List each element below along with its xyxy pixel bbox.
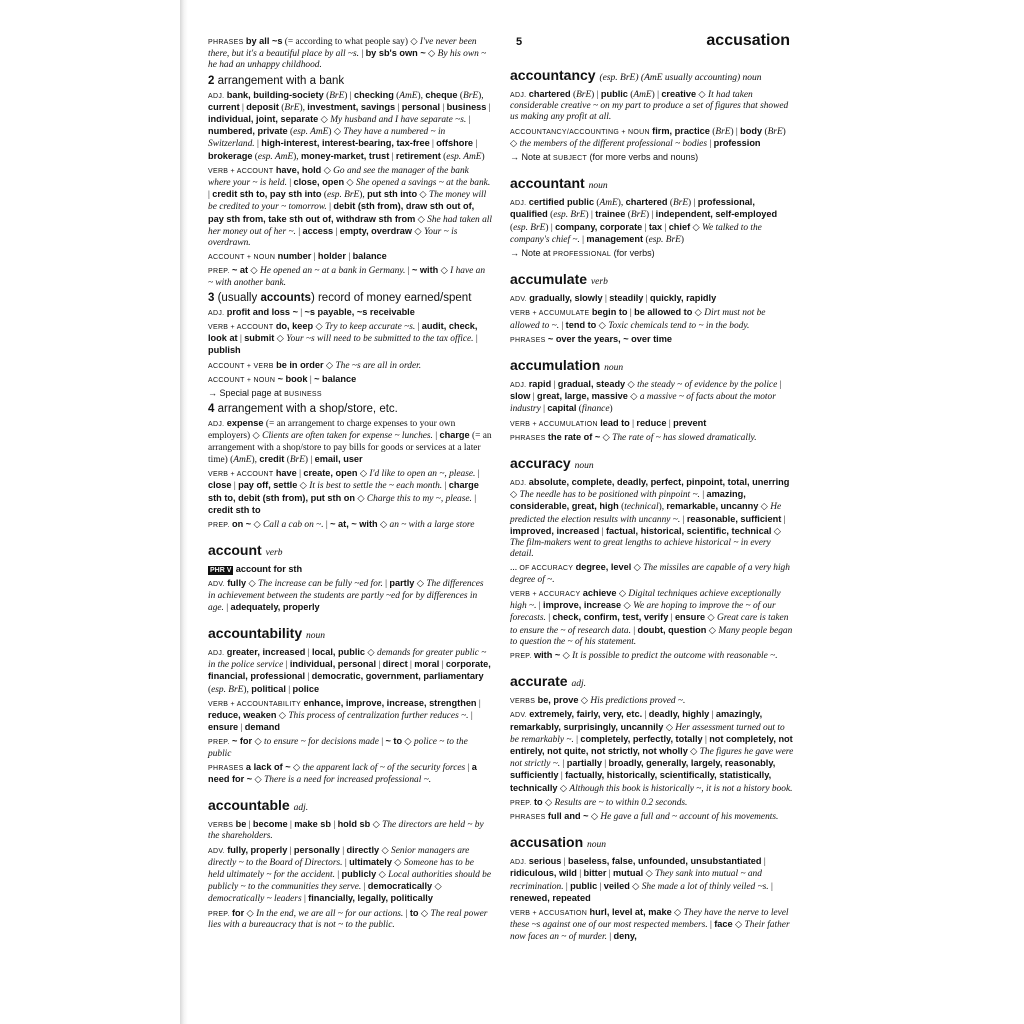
entry-paragraph: VERBS be, prove ◇ His predictions proved ~. xyxy=(510,695,686,707)
headword-accumulate xyxy=(510,272,794,290)
entry-paragraph: PHRASES a lack of ~ ◇ the apparent lack of ~ of the security forces | a need for ~ ◇ There is a need for increased professional ~. xyxy=(208,761,477,785)
entry-paragraph: PHRASES the rate of ~ ◇ The rate of ~ has slowed dramatically. xyxy=(510,431,757,443)
headword-text: accountability xyxy=(208,624,303,641)
headword-text: accuracy xyxy=(510,455,571,472)
headword-accountancy xyxy=(510,68,794,86)
headword-text: accountable xyxy=(208,797,290,814)
part-of-speech: noun xyxy=(588,181,608,192)
entry-paragraph: VERBS be | become | make sb | hold sb ◇ The directors are held ~ by the shareholders. xyxy=(208,819,484,842)
entry-paragraph: PHRASES ~ over the years, ~ over time xyxy=(510,333,673,344)
headword-text: accountant xyxy=(510,175,585,192)
entry-paragraph: PREP. ~ at ◇ He opened an ~ at a bank in Germany. | ~ with ◇ I have an ~ with another bank. xyxy=(208,265,486,288)
entry-paragraph: VERB + ACCUMULATE begin to | be allowed to ◇ Dirt must not be allowed to ~. | tend to ◇ Toxic chemicals tend to ~ in the body. xyxy=(510,307,766,331)
page-gutter-shadow xyxy=(180,0,188,1024)
part-of-speech: adj. xyxy=(571,679,586,690)
entry-paragraph: ADV. fully, properly | personally | directly ◇ Senior managers are directly ~ to the Board of Directors. | ultimately ◇ Someone has to be held ultimately ~ for the accident. | publicly ◇ Local authorities should be publicly ~ to the communities they serve. | democratically ◇ democratically ~ leaders | financially, legally, politically xyxy=(208,844,491,905)
entry-paragraph: ACCOUNT + VERB be in order ◇ The ~s are all in order. xyxy=(208,359,422,371)
headword-text: accusation xyxy=(510,834,584,851)
part-of-speech: noun xyxy=(587,840,607,851)
headword-accurate xyxy=(510,674,794,692)
part-of-speech: verb xyxy=(590,277,608,288)
headword-text: account xyxy=(208,542,262,559)
entry-paragraph: VERB + ACCOUNT do, keep ◇ Try to keep accurate ~s. | audit, check, look at | submit ◇ Your ~s will need to be submitted to the tax office. | publish xyxy=(208,321,478,356)
entry-paragraph: VERB + ACCOUNT have | create, open ◇ I'd like to open an ~, please. | close | pay off, settle ◇ It is best to settle the ~ each month. | charge sth to, debit (sth from), put sth on ◇ Charge this to my ~, please. | credit sth to xyxy=(208,468,480,515)
part-of-speech: verb xyxy=(265,548,283,559)
headword-accumulation xyxy=(510,358,794,376)
entry-paragraph: → Note at SUBJECT (for more verbs and nouns) xyxy=(510,152,699,163)
headword-accountability xyxy=(208,626,492,644)
headword-accountant xyxy=(510,176,794,194)
sense-heading: 3 (usually accounts) record of money earned/spent xyxy=(208,291,472,304)
entry-paragraph: → Special page at BUSINESS xyxy=(208,388,322,399)
entry-paragraph: ADJ. bank, building-society (BrE) | checking (AmE), cheque (BrE), current | deposit (BrE), investment, savings | personal | business | individual, joint, separate ◇ My husband and I have separate ~s. | numbered, private (esp. AmE) ◇ They have a numbered ~ in Switzerland. | high-interest, interest-bearing, tax-free | offshore | brokerage (esp. AmE), money-market, trust | retirement (esp. AmE) xyxy=(208,89,491,162)
part-of-speech: adj. xyxy=(293,803,309,814)
running-head: accusation xyxy=(706,32,790,49)
headword-account xyxy=(208,543,492,561)
entry-paragraph: PREP. on ~ ◇ Call a cab on ~. | ~ at, ~ with ◇ an ~ with a large store xyxy=(208,518,475,530)
entry-paragraph: VERB + ACCOUNTABILITY enhance, improve, increase, strengthen | reduce, weaken ◇ This process of centralization further reduces ~. | ensure | demand xyxy=(208,697,481,734)
entry-paragraph: PHRASES full and ~ ◇ He gave a full and ~ account of his movements. xyxy=(510,810,779,822)
entry-paragraph: PHRASES by all ~s (= according to what people say) ◇ I've never been there, but it's a beautiful place by all ~s. | by sb's own ~ ◇ By his own ~ he had an unhappy childhood. xyxy=(208,36,487,71)
entry-paragraph: ACCOUNT + NOUN ~ book | ~ balance xyxy=(208,373,357,385)
entry-paragraph: ADJ. rapid | gradual, steady ◇ the steady ~ of evidence by the police | slow | great, large, massive ◇ a massive ~ of facts about the motor industry | capital (finance) xyxy=(510,379,782,415)
entry-paragraph: ADV. gradually, slowly | steadily | quickly, rapidly xyxy=(510,293,717,305)
entry-paragraph: ADJ. chartered (BrE) | public (AmE) | creative ◇ It had taken considerable creative ~ on my part to produce a set of figures that showed us making any profit at all. xyxy=(510,89,789,123)
left-column xyxy=(208,36,492,933)
entry-paragraph: PREP. for ◇ In the end, we are all ~ for our actions. | to ◇ The real power lies with a bureaucracy that is not ~ to the public. xyxy=(208,907,488,930)
headword-text: accumulate xyxy=(510,271,588,288)
entry-paragraph: → Note at PROFESSIONAL (for verbs) xyxy=(510,248,655,259)
dictionary-page xyxy=(196,24,816,1000)
headword-accountable xyxy=(208,798,492,816)
entry-paragraph: VERB + ACCUMULATION lead to | reduce | prevent xyxy=(510,417,707,429)
part-of-speech: noun xyxy=(574,461,594,472)
part-of-speech: (esp. BrE) (AmE usually accounting) noun xyxy=(599,73,762,83)
headword-text: accumulation xyxy=(510,357,601,374)
page-number: 5 xyxy=(516,36,523,48)
entry-paragraph: ADJ. serious | baseless, false, unfounded, unsubstantiated | ridiculous, wild | bitter | mutual ◇ They sank into mutual ~ and recrimination. | public | veiled ◇ She made a lot of thinly veiled ~s. | renewed, repeated xyxy=(510,856,773,903)
entry-paragraph: VERB + ACCUSATION hurl, level at, make ◇ They have the nerve to level these ~s against one of our most respected members. | face ◇ Their father now faces an ~ of murder. | deny, xyxy=(510,906,790,943)
entry-paragraph: VERB + ACCURACY achieve ◇ Digital techniques achieve exceptionally high ~. | improve, increase ◇ We are hoping to improve the ~ of our forecasts. | check, confirm, test, verify | ensure ◇ Great care is taken to ensure the ~ of research data. | doubt, question ◇ Many people began to question the ~ of his statement. xyxy=(510,587,793,647)
entry-paragraph: ADJ. greater, increased | local, public ◇ demands for greater public ~ in the police service | individual, personal | direct | moral | corporate, financial, professional | democratic, government, parliamentary (esp. BrE), political | police xyxy=(208,646,491,695)
entry-paragraph: PHR V account for sth xyxy=(210,564,303,575)
sense-heading: 4 arrangement with a shop/store, etc. xyxy=(208,403,398,416)
headword-accuracy xyxy=(510,456,794,474)
entry-paragraph: PREP. with ~ ◇ It is possible to predict the outcome with reasonable ~. xyxy=(510,649,778,661)
part-of-speech: noun xyxy=(604,363,624,374)
entry-paragraph: ADV. fully ◇ The increase can be fully ~ed for. | partly ◇ The differences in achievement between the students are partly ~ed for by differences in age. | adequately, properly xyxy=(208,578,484,613)
entry-paragraph: PREP. ~ for ◇ to ensure ~ for decisions made | ~ to ◇ police ~ to the public xyxy=(208,736,468,759)
entry-paragraph: ACCOUNT + NOUN number | holder | balance xyxy=(208,251,387,263)
entry-paragraph: ADJ. certified public (AmE), chartered (BrE) | professional, qualified (esp. BrE) | trainee (BrE) | independent, self-employed (esp. BrE) | company, corporate | tax | chief ◇ We talked to the company's chief ~. | management (esp. BrE) xyxy=(510,197,778,245)
sense-heading: 2 arrangement with a bank xyxy=(208,74,345,87)
entry-paragraph: ACCOUNTANCY/ACCOUNTING + NOUN firm, practice (BrE) | body (BrE) ◇ the members of the different professional ~ bodies | profession xyxy=(510,125,786,149)
headword-accusation xyxy=(510,835,794,853)
headword-text: accurate xyxy=(510,673,568,690)
entry-paragraph: ADJ. profit and loss ~ | ~s payable, ~s receivable xyxy=(208,306,415,318)
entry-paragraph: ADJ. absolute, complete, deadly, perfect, pinpoint, total, unerring ◇ The needle has to be positioned with pinpoint ~. | amazing, considerable, great, high (technical), remarkable, uncanny ◇ He predicted the election results with uncanny ~. | reasonable, sufficient | improved, increased | factual, historical, scientific, technical ◇ The film-makers went to great lengths to achieve historical ~ in every detail. xyxy=(510,477,790,560)
entry-paragraph: VERB + ACCOUNT have, hold ◇ Go and see the manager of the bank where your ~ is held. | close, open ◇ She opened a savings ~ at the bank. | credit sth to, pay sth into (esp. BrE), put sth into ◇ The money will be credited to your ~ tomorrow. | debit (sth from), draw sth out of, pay sth from, take sth out of, withdraw sth from ◇ She had taken all her money out of her ~. | access | empty, overdraw ◇ Your ~ is overdrawn. xyxy=(208,164,492,249)
entry-paragraph: ADJ. expense (= an arrangement to charge expenses to your own employers) ◇ Clients are often taken for expense ~ lunches. | charge (= an arrangement with a shop/store to pay bills for goods or services at a later time) (AmE), credit (BrE) | email, user xyxy=(208,418,492,465)
entry-paragraph: ADV. extremely, fairly, very, etc. | deadly, highly | amazingly, remarkably, surprisingly, uncannily ◇ Her assessment turned out to be remarkably ~. | completely, perfectly, totally | not completely, not entirely, not quite, not strictly, not wholly ◇ The figures he gave were not strictly ~. | partially | broadly, generally, largely, reasonably, sufficiently | factually, historically, scientifically, statistically, technically ◇ Although this book is historically ~, it is not a history book. xyxy=(510,709,794,794)
right-column xyxy=(510,56,794,946)
headword-text: accountancy xyxy=(510,67,596,83)
part-of-speech: noun xyxy=(306,630,326,641)
entry-paragraph: PREP. to ◇ Results are ~ to within 0.2 seconds. xyxy=(510,796,688,808)
entry-paragraph: ... OF ACCURACY degree, level ◇ The missiles are capable of a very high degree of ~. xyxy=(510,562,790,585)
